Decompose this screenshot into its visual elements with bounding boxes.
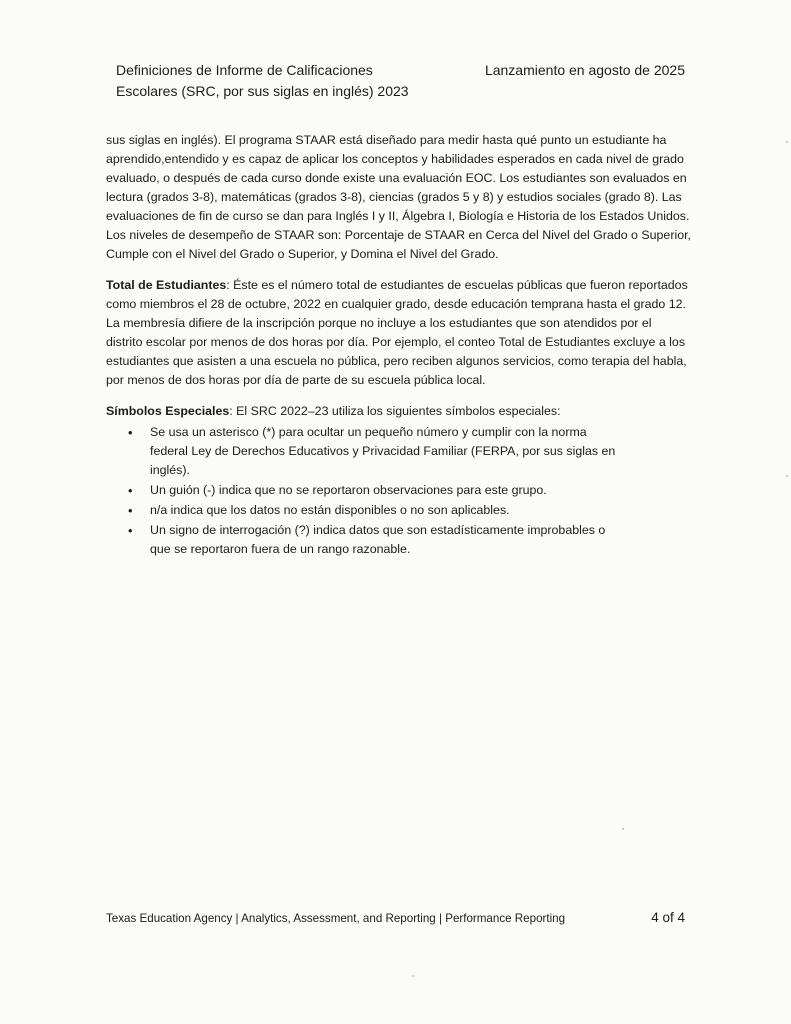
page-number: 4 of 4 xyxy=(651,910,685,925)
scan-speck xyxy=(786,141,788,143)
list-item: • Un signo de interrogación (?) indica datos que son estadísticamente improbables o que se reportaron fuera de un rango razonable. xyxy=(150,521,620,559)
special-symbols-list xyxy=(106,423,691,559)
document-title xyxy=(116,60,446,102)
special-symbols-term: Símbolos Especiales xyxy=(106,404,230,418)
special-symbols-paragraph xyxy=(106,402,691,421)
footer-agency: Texas Education Agency | Analytics, Assessment, and Reporting | Performance Reporting xyxy=(106,912,566,925)
document-body xyxy=(106,131,691,560)
total-students-term: Total de Estudiantes xyxy=(106,278,227,292)
staar-paragraph: sus siglas en inglés). El programa STAAR está diseñado para medir hasta qué punto un estudiante ha aprendido,entendido y es capaz de aplicar los conceptos y habilidades esperados en cada nivel de grado evaluado, o después de cada curso donde existe una evaluación EOC. Los estudiantes son evaluados en lectura (grados 3-8), matemáticas (grados 3-8), ciencias (grados 5 y 8) y estudios sociales (grado 8). Las evaluaciones de fin de curso se dan para Inglés I y II, Álgebra I, Biología e Historia de los Estados Unidos. Los niveles de desempeño de STAAR son: Porcentaje de STAAR en Cerca del Nivel del Grado o Superior, Cumple con el Nivel del Grado o Superior, y Domina el Nivel del Grado. xyxy=(106,133,691,261)
list-item: • Se usa un asterisco (*) para ocultar un pequeño número y cumplir con la norma federal Ley de Derechos Educativos y Privacidad Familiar (FERPA, por sus siglas en inglés). xyxy=(150,423,620,480)
document-title-line-1: Definiciones de Informe de Calificaciones xyxy=(116,62,373,78)
list-item: • n/a indica que los datos no están disponibles o no son aplicables. xyxy=(150,501,620,520)
list-item: • Un guión (-) indica que no se reportaron observaciones para este grupo. xyxy=(150,481,620,500)
release-date: Lanzamiento en agosto de 2025 xyxy=(484,62,685,78)
total-students-paragraph xyxy=(106,276,691,390)
scan-speck xyxy=(622,828,624,830)
document-title-line-2: Escolares (SRC, por sus siglas en inglés) 2023 xyxy=(116,83,409,99)
special-symbols-intro: : El SRC 2022–23 utiliza los siguientes símbolos especiales: xyxy=(229,404,561,418)
scan-speck xyxy=(786,475,788,477)
scan-speck xyxy=(412,975,414,977)
total-students-definition: : Éste es el número total de estudiantes de escuelas públicas que fueron reportados como miembros el 28 de octubre, 2022 en cualquier grado, desde educación temprana hasta el grado 12. La membresía difiere de la inscripción porque no incluye a los estudiantes que son atendidos por el distrito escolar por menos de dos horas por día. Por ejemplo, el conteo Total de Estudiantes excluye a los estudiantes que asisten a una escuela no pública, pero reciben algunos servicios, como terapia del habla, por menos de dos horas por día de parte de su escuela pública local. xyxy=(106,278,688,387)
